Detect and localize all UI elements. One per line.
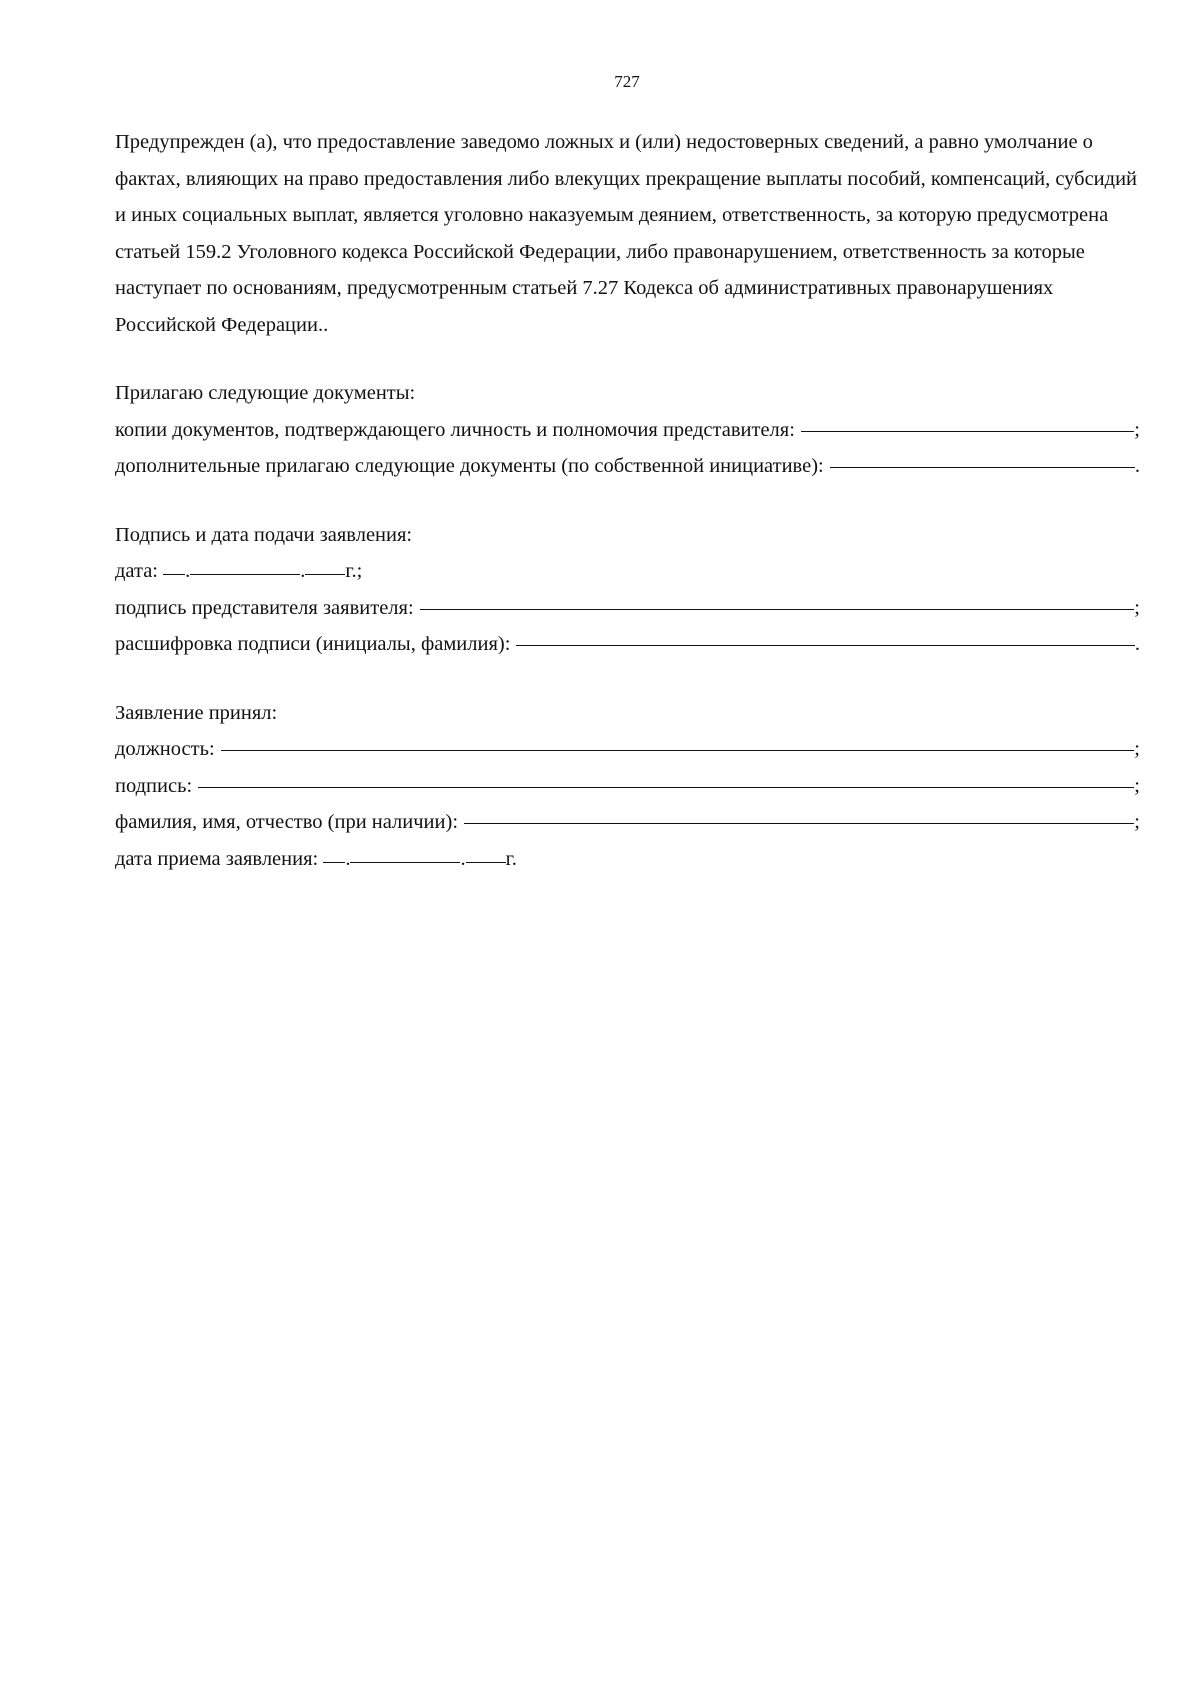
date-separator: . bbox=[300, 560, 306, 582]
additional-docs-label: дополнительные прилагаю следующие документы (по собственной инициативе): bbox=[115, 455, 824, 477]
submission-month-field[interactable] bbox=[190, 554, 300, 575]
submission-date-suffix: г.; bbox=[345, 560, 363, 582]
signature-heading: Подпись и дата подачи заявления: bbox=[115, 523, 413, 546]
receipt-date-label: дата приема заявления: bbox=[115, 847, 319, 870]
position-label: должность: bbox=[115, 738, 215, 760]
rep-signature-field[interactable] bbox=[420, 587, 1135, 610]
additional-docs-end: . bbox=[1134, 455, 1140, 477]
signature-decoding-field[interactable] bbox=[516, 623, 1134, 646]
date-separator: . bbox=[460, 847, 466, 870]
date-separator: . bbox=[345, 847, 351, 870]
receipt-day-field[interactable] bbox=[323, 842, 345, 863]
additional-docs-field[interactable] bbox=[830, 445, 1135, 468]
attachments-section bbox=[115, 375, 1140, 485]
rep-signature-line bbox=[115, 590, 1140, 627]
attachments-heading: Прилагаю следующие документы: bbox=[115, 382, 416, 404]
signature-section bbox=[115, 517, 1140, 663]
position-line bbox=[115, 731, 1140, 768]
receipt-date-suffix: г. bbox=[505, 847, 517, 870]
copies-end: ; bbox=[1134, 418, 1140, 441]
receiver-signature-label: подпись: bbox=[115, 774, 193, 797]
signature-decoding-end: . bbox=[1134, 633, 1140, 655]
copies-line bbox=[115, 412, 1140, 449]
position-field[interactable] bbox=[221, 728, 1135, 751]
receipt-date-line bbox=[115, 841, 1140, 878]
position-end: ; bbox=[1134, 738, 1140, 760]
rep-signature-label: подпись представителя заявителя: bbox=[115, 596, 414, 619]
received-section bbox=[115, 695, 1140, 878]
date-separator: . bbox=[185, 560, 191, 582]
liability-warning: Предупрежден (а), что предоставление заведомо ложных и (или) недостоверных сведений, а равно умолчание о фактах, влияющих на право предоставления либо влекущих прекращение выплаты пособий, компенсаций, субсидий и иных социальных выплат, является уголовно наказуемым деянием, ответственность, за которую предусмотрена статьей 159.2 Уголовного кодекса Российской Федерации, либо правонарушением, ответственность за которые наступает по основаниям, предусмотренным статьей 7.27 Кодекса об административных правонарушениях Российской Федерации.. bbox=[115, 131, 1138, 336]
copies-field[interactable] bbox=[801, 409, 1134, 432]
receiver-signature-line bbox=[115, 768, 1140, 805]
receipt-year-field[interactable] bbox=[466, 842, 506, 863]
receipt-month-field[interactable] bbox=[350, 842, 460, 863]
page-number: 727 bbox=[614, 72, 640, 91]
receiver-signature-field[interactable] bbox=[198, 765, 1134, 788]
signature-decoding-line bbox=[115, 626, 1140, 663]
receiver-fullname-end: ; bbox=[1134, 811, 1140, 833]
rep-signature-end: ; bbox=[1134, 596, 1140, 619]
receiver-fullname-label: фамилия, имя, отчество (при наличии): bbox=[115, 811, 459, 833]
submission-day-field[interactable] bbox=[163, 554, 185, 575]
document-body bbox=[115, 124, 1140, 877]
submission-date-line bbox=[115, 553, 1140, 590]
additional-docs-line bbox=[115, 448, 1140, 485]
copies-label: копии документов, подтверждающего личность и полномочия представителя: bbox=[115, 418, 795, 441]
receiver-fullname-field[interactable] bbox=[464, 801, 1134, 824]
submission-year-field[interactable] bbox=[305, 554, 345, 575]
submission-date-label: дата: bbox=[115, 560, 159, 582]
receiver-fullname-line bbox=[115, 804, 1140, 841]
receiver-signature-end: ; bbox=[1134, 774, 1140, 797]
received-heading: Заявление принял: bbox=[115, 701, 278, 724]
signature-decoding-label: расшифровка подписи (инициалы, фамилия): bbox=[115, 633, 511, 655]
